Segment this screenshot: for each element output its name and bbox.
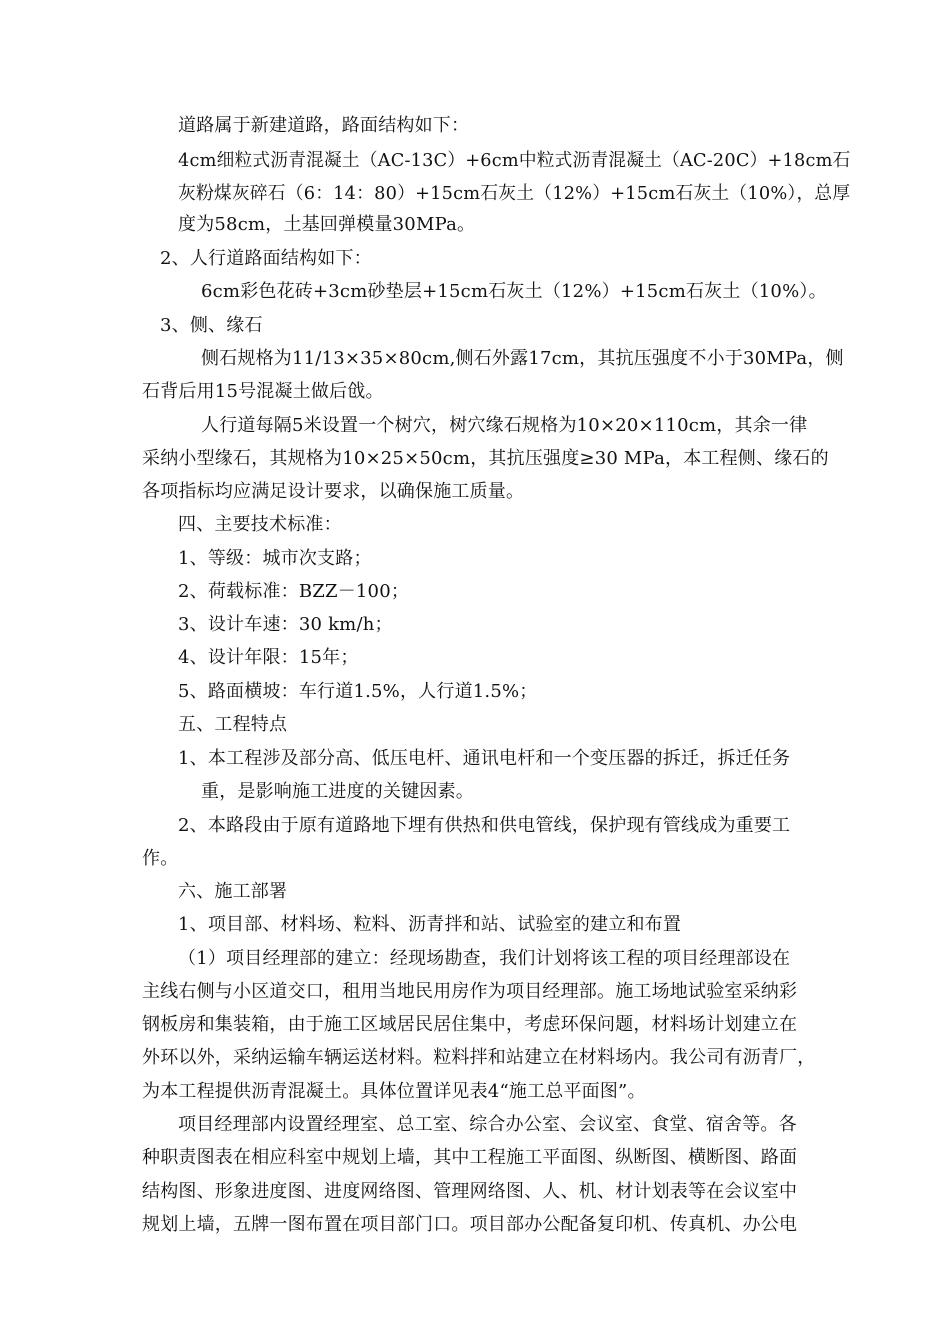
subsection-heading: 1、项目部、材料场、粒料、沥青拌和站、试验室的建立和布置 bbox=[178, 914, 682, 935]
text-line: 主线右侧与小区道交口，租用当地民用房作为项目经理部。施工场地试验室采纳彩 bbox=[142, 981, 798, 1002]
text-line: 灰粉煤灰碎石（6：14：80）+15cm石灰土（12%）+15cm石灰土（10%），总厚 bbox=[178, 183, 851, 204]
text-line: 种职责图表在相应科室中规划上墙，其中工程施工平面图、纵断图、横断图、路面 bbox=[142, 1147, 798, 1168]
list-item: 1、本工程涉及部分高、低压电杆、通讯电杆和一个变压器的拆迁，拆迁任务 bbox=[178, 748, 791, 769]
text-line: 4cm细粒式沥青混凝土（AC-13C）+6cm中粒式沥青混凝土（AC-20C）+18cm石 bbox=[178, 150, 851, 171]
list-item: 作。 bbox=[142, 848, 179, 869]
section-heading: 六、施工部署 bbox=[178, 881, 288, 902]
section-heading: 四、主要技术标准： bbox=[178, 514, 342, 535]
text-line: 石背后用15号混凝土做后戗。 bbox=[142, 381, 384, 402]
text-line: 道路属于新建道路，路面结构如下： bbox=[178, 115, 470, 136]
text-line: 人行道每隔5米设置一个树穴，树穴缘石规格为10×20×110cm，其余一律 bbox=[201, 415, 808, 436]
text-line: 结构图、形象进度图、进度网络图、管理网络图、人、机、材计划表等在会议室中 bbox=[142, 1181, 798, 1202]
list-item: 2、荷载标准：BZZ－100； bbox=[178, 581, 410, 602]
list-item: 5、路面横坡：车行道1.5%，人行道1.5%； bbox=[178, 681, 538, 702]
section-heading: 2、人行道路面结构如下： bbox=[160, 248, 372, 269]
text-line: 外环以外，采纳运输车辆运送材料。粒料拌和站建立在材料场内。我公司有沥青厂， bbox=[142, 1047, 816, 1068]
text-line: 钢板房和集装箱，由于施工区域居民居住集中，考虑环保问题，材料场计划建立在 bbox=[142, 1014, 798, 1035]
list-item: 1、等级：城市次支路； bbox=[178, 548, 372, 569]
text-line: 项目经理部内设置经理室、总工室、综合办公室、会议室、食堂、宿舍等。各 bbox=[178, 1114, 797, 1135]
text-line: 侧石规格为11/13×35×80cm,侧石外露17cm，其抗压强度不小于30MPa，侧 bbox=[201, 348, 844, 369]
list-item: 3、设计车速：30 km/h； bbox=[178, 614, 393, 635]
text-line: 为本工程提供沥青混凝土。具体位置详见表4“施工总平面图”。 bbox=[142, 1081, 646, 1102]
text-line: 各项指标均应满足设计要求，以确保施工质量。 bbox=[142, 481, 525, 502]
text-line: （1）项目经理部的建立：经现场勘查，我们计划将该工程的项目经理部设在 bbox=[178, 948, 791, 969]
text-line: 度为58cm，土基回弹模量30MPa。 bbox=[178, 214, 476, 235]
text-line: 规划上墙，五牌一图布置在项目部门口。项目部办公配备复印机、传真机、办公电 bbox=[142, 1214, 798, 1235]
text-line: 6cm彩色花砖+3cm砂垫层+15cm石灰土（12%）+15cm石灰土（10%）。 bbox=[201, 281, 827, 302]
list-item: 重，是影响施工进度的关键因素。 bbox=[201, 781, 474, 802]
section-heading: 五、工程特点 bbox=[178, 714, 288, 735]
section-heading: 3、侧、缘石 bbox=[160, 315, 263, 336]
text-line: 采纳小型缘石，其规格为10×25×50cm，其抗压强度≥30 MPa，本工程侧、缘石的 bbox=[142, 448, 829, 469]
list-item: 2、本路段由于原有道路地下埋有供热和供电管线，保护现有管线成为重要工 bbox=[178, 815, 791, 836]
list-item: 4、设计年限：15年； bbox=[178, 647, 359, 668]
